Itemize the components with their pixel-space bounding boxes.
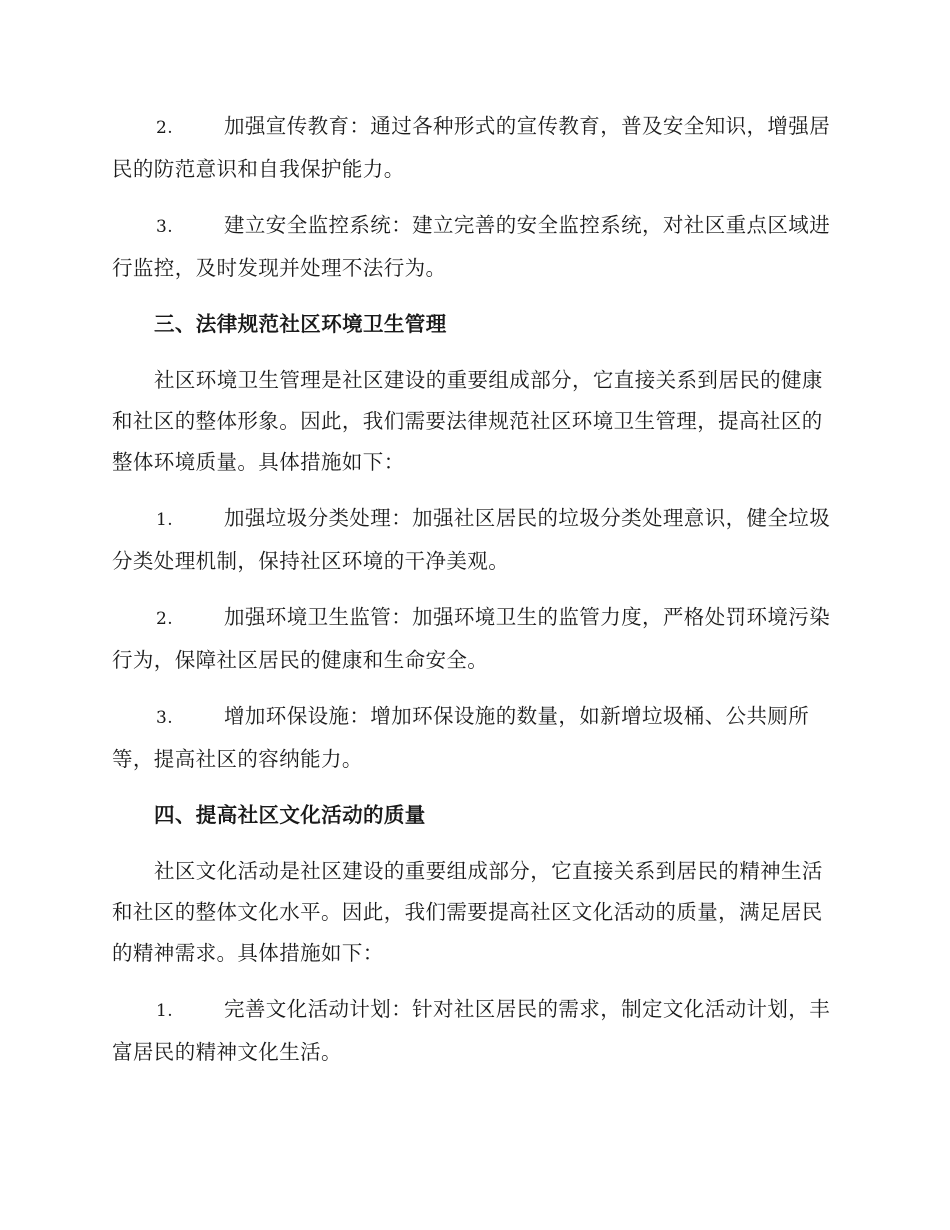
list-item-text: 加强宣传教育：通过各种形式的宣传教育，普及安全知识，增强居民的防范意识和自我保护能力。 [112,114,831,181]
list-number: 1. [156,510,174,530]
list-number: 2. [156,118,174,138]
document-page [112,106,834,1088]
list-number: 3. [156,708,174,728]
list-item [112,106,834,190]
list-number: 1. [156,1001,174,1021]
list-item [112,597,834,681]
paragraph: 社区文化活动是社区建设的重要组成部分，它直接关系到居民的精神生活和社区的整体文化水平。因此，我们需要提高社区文化活动的质量，满足居民的精神需求。具体措施如下： [112,859,823,965]
list-number: 2. [156,609,174,629]
list-item [112,205,834,289]
list-item-text: 完善文化活动计划：针对社区居民的需求，制定文化活动计划，丰富居民的精神文化生活。 [112,997,831,1064]
list-item-text: 建立安全监控系统：建立完善的安全监控系统，对社区重点区域进行监控，及时发现并处理不法行为。 [112,213,831,280]
section-heading: 四、提高社区文化活动的质量 [154,803,426,827]
list-item-text: 加强环境卫生监管：加强环境卫生的监管力度，严格处罚环境污染行为，保障社区居民的健康和生命安全。 [112,605,831,672]
list-item [112,498,834,582]
list-number: 3. [156,217,174,237]
list-item [112,696,834,780]
list-item-text: 加强垃圾分类处理：加强社区居民的垃圾分类处理意识，健全垃圾分类处理机制，保持社区环境的干净美观。 [112,506,831,573]
list-item-text: 增加环保设施：增加环保设施的数量，如新增垃圾桶、公共厕所等，提高社区的容纳能力。 [112,704,810,771]
paragraph: 社区环境卫生管理是社区建设的重要组成部分，它直接关系到居民的健康和社区的整体形象。因此，我们需要法律规范社区环境卫生管理，提高社区的整体环境质量。具体措施如下： [112,368,823,474]
section-heading: 三、法律规范社区环境卫生管理 [154,312,447,336]
list-item [112,989,834,1073]
